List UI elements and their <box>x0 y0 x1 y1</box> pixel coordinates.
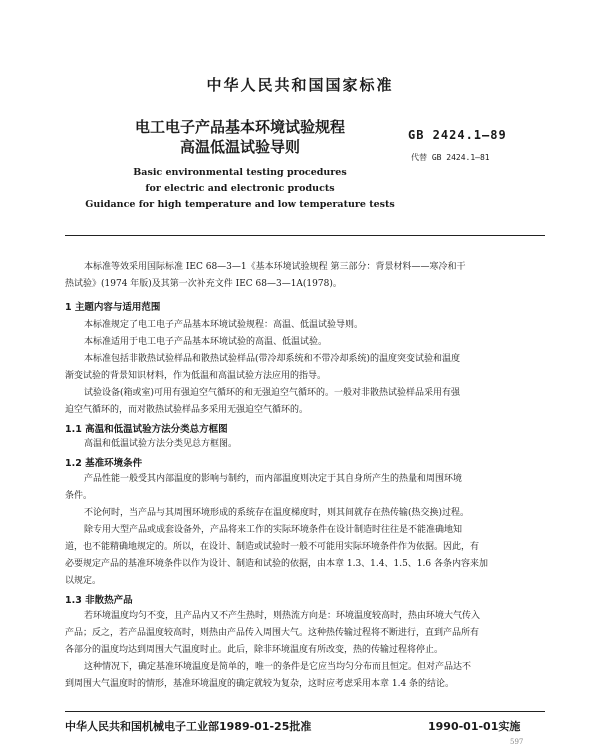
section-1-1-heading: 1.1 高温和低温试验方法分类总方框图 <box>65 424 228 435</box>
s13-para2-line2: 到周围大气温度时的情形，基准环境温度的确定就较为复杂，这时应考虑采用本章 1.4 条的结论。 <box>65 679 455 689</box>
document-title-cn: 电工电子产品基本环境试验规程 <box>134 118 345 136</box>
effective-date: 1990-01-01实施 <box>428 720 521 733</box>
standard-number: GB 2424.1—89 <box>408 128 507 142</box>
replaces-standard: 代替 GB 2424.1—81 <box>411 153 490 162</box>
s13-para1-line2: 产品；反之，若产品温度较高时，则热由产品传入周围大气。这种热传输过程将不断进行，直到产品所有 <box>65 628 480 638</box>
s11-para1: 高温和低温试验方法分类见总方框图。 <box>84 439 238 449</box>
page-number: 597 <box>510 738 524 746</box>
top-divider <box>65 235 545 236</box>
s13-para2-line1: 这种情况下，确定基准环境温度是简单的，唯一的条件是它应当均匀分布而且恒定。但对产品达不 <box>84 662 472 672</box>
bottom-divider <box>65 711 545 712</box>
intro-line2: 热试验》(1974 年版)及其第一次补充文件 IEC 68—3—1A(1978)。 <box>65 279 342 289</box>
s12-para3-line3: 必要规定产品的基准环境条件以作为设计、制造和试验的依据，由本章 1.3、1.4、1.5、1.6 各条内容来加 <box>65 559 488 569</box>
s13-para1-line3: 各部分的温度均达到周围大气温度时止。此后，除非环境温度有所改变，热的传输过程将停止。 <box>65 645 444 655</box>
section-1-3-heading: 1.3 非散热产品 <box>65 595 133 606</box>
section-1-heading: 1 主题内容与适用范围 <box>65 302 161 313</box>
title-en-line1: Basic environmental testing procedures <box>133 167 347 178</box>
title-en-line3: Guidance for high temperature and low temperature tests <box>85 199 395 210</box>
document-subtitle-cn: 高温低温试验导则 <box>179 138 300 156</box>
national-standard-header: 中华人民共和国国家标准 <box>206 76 394 94</box>
s12-para3-line2: 道，也不能精确地规定的。所以，在设计、制造或试验时一般不可能用实际环境条件作为依据。因此，有 <box>65 542 480 552</box>
s1-para3-line1: 本标准包括非散热试验样品和散热试验样品(带冷却系统和不带冷却系统)的温度突变试验和温度 <box>84 354 461 364</box>
s1-para4-line1: 试验设备(箱或室)可用有强迫空气循环的和无强迫空气循环的。一般对非散热试验样品采用有强 <box>84 388 461 398</box>
s12-para1-line1: 产品性能一般受其内部温度的影响与制约，而内部温度则决定于其自身所产生的热量和周围环境 <box>84 474 463 484</box>
intro-line1: 本标准等效采用国际标准 IEC 68—3—1《基本环境试验规程 第三部分：背景材料——寒冷和干 <box>84 262 466 272</box>
title-en-line2: for electric and electronic products <box>145 183 335 194</box>
s1-para2: 本标准适用于电工电子产品基本环境试验的高温、低温试验。 <box>84 337 328 347</box>
s1-para3-line2: 渐变试验的背景知识材料，作为低温和高温试验方法应用的指导。 <box>65 371 327 381</box>
s12-para3-line4: 以规定。 <box>65 576 102 586</box>
approval-statement: 中华人民共和国机械电子工业部1989-01-25批准 <box>65 720 312 733</box>
s1-para4-line2: 迫空气循环的，而对散热试验样品多采用无强迫空气循环的。 <box>65 405 309 415</box>
s1-para1: 本标准规定了电工电子产品基本环境试验规程：高温、低温试验导则。 <box>84 320 364 330</box>
s12-para2: 不论何时，当产品与其周围环境形成的系统存在温度梯度时，则其间就存在热传输(热交换)过程。 <box>84 508 470 518</box>
section-1-2-heading: 1.2 基准环境条件 <box>65 458 143 469</box>
s12-para3-line1: 除专用大型产品或成套设备外，产品将来工作的实际环境条件在设计制造时往往是不能准确地知 <box>84 525 463 535</box>
s12-para1-line2: 条件。 <box>65 491 93 501</box>
s13-para1-line1: 若环境温度均匀不变，且产品内又不产生热时，则热流方向是：环境温度较高时，热由环境大气传入 <box>84 611 481 621</box>
